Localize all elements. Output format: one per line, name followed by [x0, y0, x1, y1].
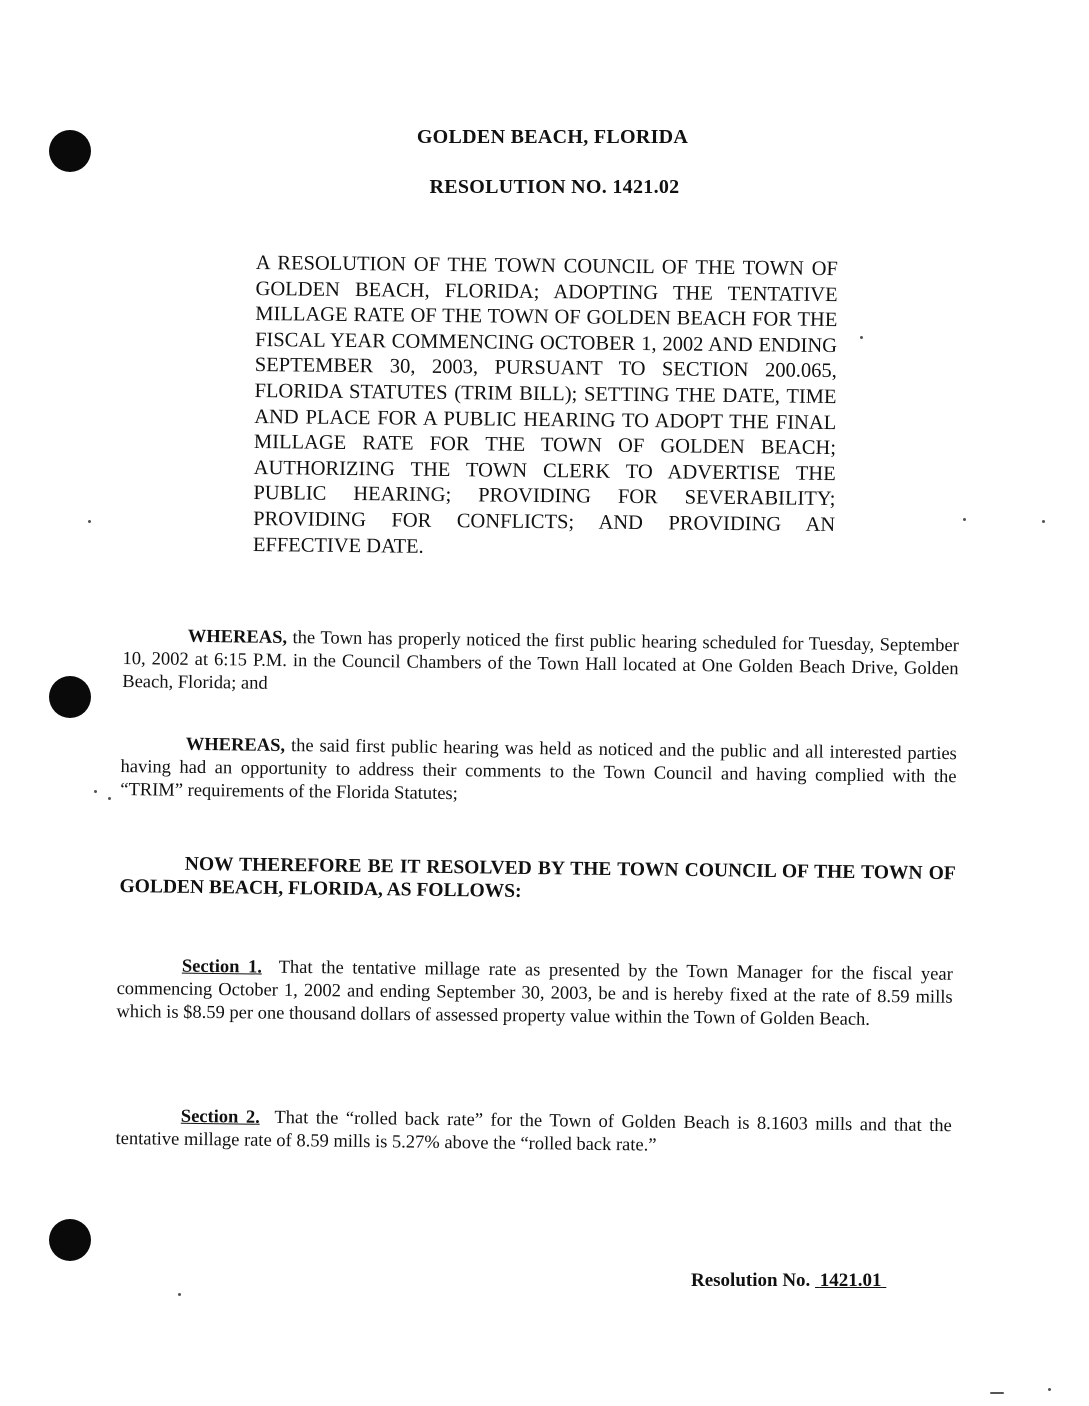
- footer-label: Resolution No.: [691, 1270, 811, 1291]
- whereas-lead: WHEREAS,: [185, 734, 286, 757]
- resolution-abstract: A RESOLUTION OF THE TOWN COUNCIL OF THE TOWN OF GOLDEN BEACH, FLORIDA; ADOPTING THE TENTATIVE MILLAGE RATE OF THE TOWN OF GOLDEN BEACH FOR THE FISCAL YEAR COMMENCING OCTOBER 1, 2002 AND ENDING SEPTEMBER 30, 2003, PURSUANT TO SECTION 200.065, FLORIDA STATUTES (TRIM BILL); SETTING THE DATE, TIME AND PLACE FOR A PUBLIC HEARING TO ADOPT THE FINAL MILLAGE RATE FOR THE TOWN OF GOLDEN BEACH; AUTHORIZING THE TOWN CLERK TO ADVERTISE THE PUBLIC HEARING; PROVIDING FOR SEVERABILITY; PROVIDING FOR CONFLICTS; AND PROVIDING AN EFFECTIVE DATE.: [252, 251, 838, 558]
- footer-number-value: 1421.01: [819, 1270, 882, 1291]
- section-2-paragraph: [115, 1105, 951, 1161]
- scan-speck: [178, 1293, 181, 1296]
- footer-resolution-number: [815, 1270, 886, 1291]
- scan-speck: [108, 797, 111, 800]
- whereas-paragraph-2: [120, 733, 957, 812]
- page-footer: [691, 1270, 886, 1292]
- binder-hole: [49, 676, 91, 718]
- section-1-label: Section 1.: [181, 956, 262, 978]
- resolution-title: RESOLUTION NO. 1421.02: [429, 176, 680, 198]
- whereas-text: the Town has properly noticed the first public hearing scheduled for Tuesday, September 10, 2002 at 6:15 P.M. in the Council Chambers of the Town Hall located at One Golden Beach Drive, Golden Beach, Florida; and: [122, 628, 959, 694]
- scan-speck: [963, 518, 966, 521]
- scan-speck: [860, 336, 863, 339]
- section-2-text: That the “rolled back rate” for the Town of Golden Beach is 8.1603 mills and that the tentative millage rate of 8.59 mills is 5.27% above the “rolled back rate.”: [115, 1107, 952, 1156]
- section-2-label: Section 2.: [180, 1106, 260, 1128]
- scan-speck: [1042, 520, 1045, 523]
- resolved-clause-text: NOW THEREFORE BE IT RESOLVED BY THE TOWN COUNCIL OF THE TOWN OF GOLDEN BEACH, FLORIDA, AS FOLLOWS:: [119, 853, 956, 902]
- municipality-heading: GOLDEN BEACH, FLORIDA: [416, 126, 689, 148]
- whereas-text: the said first public hearing was held as noticed and the public and all interested parties having had an opportunity to address their comments to the Town Council and having complied with the “TRIM” requirements of the Florida Statutes;: [120, 736, 957, 805]
- binder-hole: [49, 1219, 91, 1261]
- section-1-paragraph: [116, 955, 953, 1033]
- section-1-text: That the tentative millage rate as presented by the Town Manager for the fiscal year commencing October 1, 2002 and ending September 30, 2003, be and is hereby fixed at the rate of 8.59 mills which is $8.59 per one thousand dollars of assessed property value within the Town of Golden Beach.: [116, 957, 953, 1030]
- whereas-paragraph-1: [122, 625, 959, 704]
- scan-speck: [94, 790, 97, 793]
- resolved-clause: [119, 852, 955, 908]
- whereas-lead: WHEREAS,: [187, 626, 288, 649]
- scan-speck: [1048, 1388, 1051, 1391]
- scan-speck: [88, 520, 91, 523]
- scan-speck: [990, 1392, 1004, 1394]
